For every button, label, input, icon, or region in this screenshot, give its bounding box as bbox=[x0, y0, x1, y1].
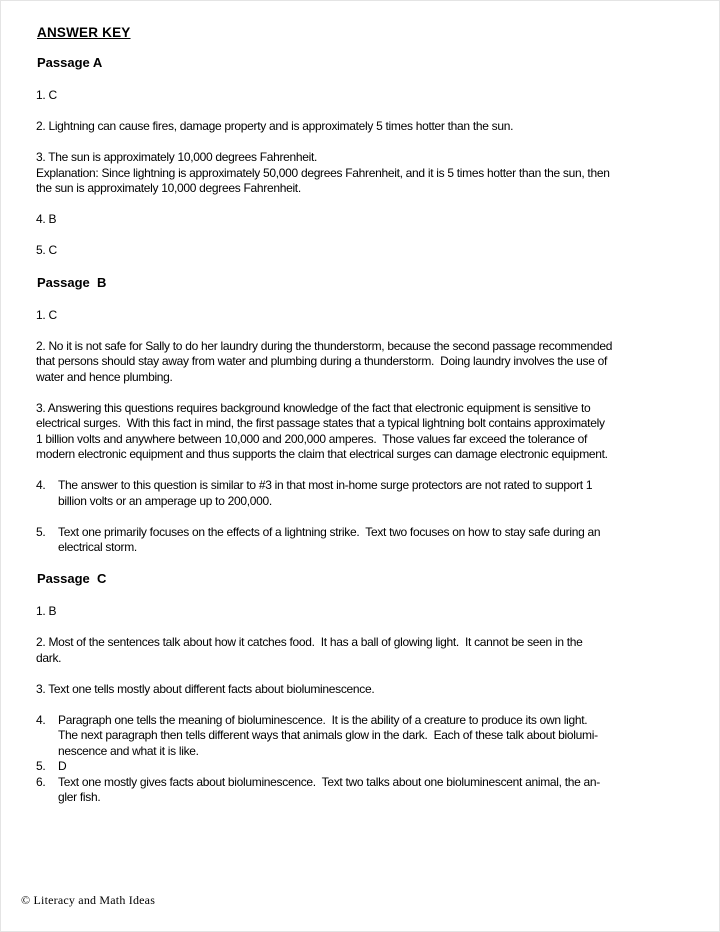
answer-line: D bbox=[58, 759, 67, 773]
answer-item-number: 6. bbox=[36, 774, 46, 789]
answer-line: 1. C bbox=[36, 88, 57, 102]
answer-line: 1. C bbox=[36, 307, 57, 322]
answer-line: electrical storm. bbox=[58, 540, 137, 554]
answer-line: Text one mostly gives facts about bioluminescence. Text two talks about one bioluminescent animal, the an- bbox=[58, 774, 600, 789]
answer-key-title: ANSWER KEY bbox=[37, 25, 131, 40]
passage-heading: Passage A bbox=[37, 55, 103, 70]
answer-item bbox=[36, 212, 701, 228]
answer-line: nescence and what it is like. bbox=[58, 743, 199, 758]
answer-line: 1 billion volts and anywhere between 10,000 and 200,000 amperes. Those values far exceed the tolerance of bbox=[36, 431, 588, 446]
answer-item-text bbox=[58, 713, 598, 760]
answer-line: gler fish. bbox=[58, 790, 101, 804]
passages-container bbox=[36, 55, 701, 806]
answer-item-number: 5. bbox=[36, 524, 46, 539]
answer-line: 3. Text one tells mostly about different facts about bioluminescence. bbox=[36, 681, 375, 696]
answer-item bbox=[36, 308, 701, 324]
answer-line: 3. The sun is approximately 10,000 degrees Fahrenheit. bbox=[36, 150, 318, 164]
answer-line: 2. Most of the sentences talk about how it catches food. It has a ball of glowing light. It cannot be seen in the bbox=[36, 635, 583, 649]
answer-line: 5. C bbox=[36, 243, 57, 257]
answer-line: billion volts or an amperage up to 200,000. bbox=[58, 493, 272, 508]
answer-line: Paragraph one tells the meaning of bioluminescence. It is the ability of a creature to produce its own light. bbox=[58, 712, 588, 727]
answer-item bbox=[36, 682, 701, 698]
answer-line: The next paragraph then tells different ways that animals glow in the dark. Each of these talk about biolumi- bbox=[58, 728, 598, 742]
answer-item bbox=[36, 604, 701, 620]
copyright-footer: © Literacy and Math Ideas bbox=[21, 893, 156, 907]
passage-heading: Passage B bbox=[37, 274, 107, 290]
answer-item-number: 4. bbox=[36, 712, 46, 727]
answer-item bbox=[36, 243, 701, 259]
answer-item bbox=[36, 150, 701, 197]
answer-item-hanging bbox=[36, 478, 701, 509]
answer-line: water and hence plumbing. bbox=[36, 369, 173, 384]
answer-line: 2. Lightning can cause fires, damage property and is approximately 5 times hotter than the sun. bbox=[36, 119, 514, 133]
answer-line: that persons should stay away from water and plumbing during a thunderstorm. Doing laundry involves the use of bbox=[36, 354, 608, 368]
answer-line: 3. Answering this questions requires background knowledge of the fact that electronic equipment is sensitive to bbox=[36, 400, 591, 415]
answer-line: Explanation: Since lightning is approximately 50,000 degrees Fahrenheit, and it is 5 times hotter than the sun, then bbox=[36, 165, 610, 180]
answer-item-number: 4. bbox=[36, 478, 46, 492]
answer-line: electrical surges. With this fact in mind, the first passage states that a typical lightning bolt contains approximately bbox=[36, 416, 605, 430]
answer-item-hanging bbox=[36, 713, 701, 760]
answer-item bbox=[36, 401, 701, 463]
answer-line: 1. B bbox=[36, 604, 57, 618]
answer-line: The answer to this question is similar to #3 in that most in-home surge protectors are not rated to support 1 bbox=[58, 478, 593, 492]
answer-item bbox=[36, 88, 701, 104]
answer-item-hanging bbox=[36, 525, 701, 556]
answer-item bbox=[36, 119, 701, 135]
answer-item bbox=[36, 635, 701, 666]
answer-line: dark. bbox=[36, 650, 62, 665]
answer-item-hanging bbox=[36, 759, 701, 775]
answer-line: Text one primarily focuses on the effects of a lightning strike. Text two focuses on how to stay safe during an bbox=[58, 524, 601, 539]
answer-item-text bbox=[58, 525, 600, 556]
answer-line: 2. No it is not safe for Sally to do her laundry during the thunderstorm, because the second passage recommended bbox=[36, 338, 613, 353]
answer-item-text bbox=[58, 759, 66, 775]
passage-heading: Passage C bbox=[37, 571, 107, 586]
answer-line: modern electronic equipment and thus supports the claim that electrical surges can damage electronic equipment. bbox=[36, 447, 608, 461]
answer-item-text bbox=[58, 775, 600, 806]
answer-item-number: 5. bbox=[36, 759, 46, 773]
answer-line: the sun is approximately 10,000 degrees Fahrenheit. bbox=[36, 181, 301, 195]
answer-item bbox=[36, 339, 701, 386]
answer-item-text bbox=[58, 478, 592, 509]
answer-line: 4. B bbox=[36, 212, 57, 226]
answer-item-hanging bbox=[36, 775, 701, 806]
